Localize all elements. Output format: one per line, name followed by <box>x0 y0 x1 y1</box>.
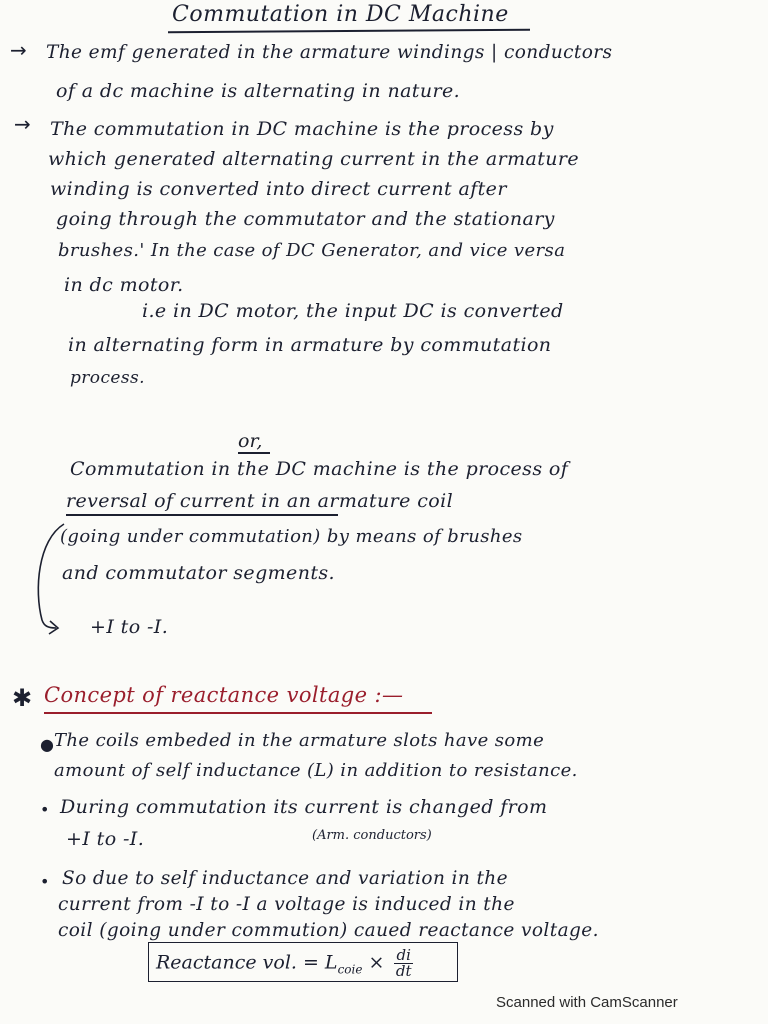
formula-numerator: di <box>396 946 411 964</box>
para2-line-4: going through the commutator and the stationary <box>56 208 555 230</box>
bullet2-note: (Arm. conductors) <box>312 828 432 843</box>
para3-line-4: and commutator segments. <box>62 562 335 584</box>
arrow-marker-icon: → <box>14 112 31 136</box>
para1-line-1: The emf generated in the armature windings | conductors <box>46 42 613 63</box>
or-underline <box>238 452 270 454</box>
bullet1-line-2: amount of self inductance (L) in addition to resistance. <box>54 760 578 781</box>
formula-denominator: dt <box>395 962 412 980</box>
formula-subscript: coie <box>337 962 363 977</box>
formula-lhs: Reactance vol. = L <box>156 951 338 974</box>
section-heading: Concept of reactance voltage :— <box>44 683 404 707</box>
para2-line-9: process. <box>70 368 145 388</box>
para2-line-6: in dc motor. <box>64 274 184 296</box>
para3-line-3: (going under commutation) by means of brushes <box>60 526 523 547</box>
reversal-underline <box>66 514 338 516</box>
bullet3-line-2: current from -I to -I a voltage is induced in the <box>58 894 515 915</box>
para1-line-2: of a dc machine is alternating in nature. <box>56 80 461 102</box>
bullet2-line-1: During commutation its current is changed from <box>60 796 548 818</box>
formula-times: × <box>368 951 385 974</box>
bullet1-line-1: The coils embeded in the armature slots have some <box>54 730 545 751</box>
bullet-icon: • <box>40 800 50 819</box>
bullet2-line-2: +I to -I. <box>66 828 145 850</box>
title-underline <box>168 29 530 34</box>
page-title: Commutation in DC Machine <box>172 2 509 27</box>
bullet3-line-3: coil (going under commution) caued reactance voltage. <box>58 920 599 941</box>
bullet-icon: ● <box>40 735 54 754</box>
or-connector: or, <box>238 430 263 452</box>
bullet3-line-1: So due to self inductance and variation in the <box>62 868 508 889</box>
scanner-watermark: Scanned with CamScanner <box>496 994 678 1011</box>
para2-line-7: i.e in DC motor, the input DC is converted <box>142 300 564 322</box>
para2-line-2: which generated alternating current in the armature <box>48 148 580 170</box>
para2-line-3: winding is converted into direct current after <box>50 178 507 200</box>
arrow-marker-icon: → <box>10 38 27 62</box>
reactance-formula <box>156 948 413 979</box>
current-reversal-note: +I to -I. <box>90 616 169 638</box>
para2-line-8: in alternating form in armature by commutation <box>68 334 552 356</box>
bullet-icon: • <box>40 872 50 891</box>
formula-fraction <box>394 948 412 979</box>
para3-line-2: reversal of current in an armature coil <box>66 490 454 512</box>
para2-line-5: brushes.' In the case of DC Generator, and vice versa <box>58 240 566 261</box>
para2-line-1: The commutation in DC machine is the process by <box>50 118 554 140</box>
curved-arrow-icon <box>28 520 78 640</box>
asterisk-icon: ✱ <box>12 684 33 712</box>
section-heading-underline <box>44 712 432 714</box>
para3-line-1: Commutation in the DC machine is the process of <box>70 458 569 480</box>
